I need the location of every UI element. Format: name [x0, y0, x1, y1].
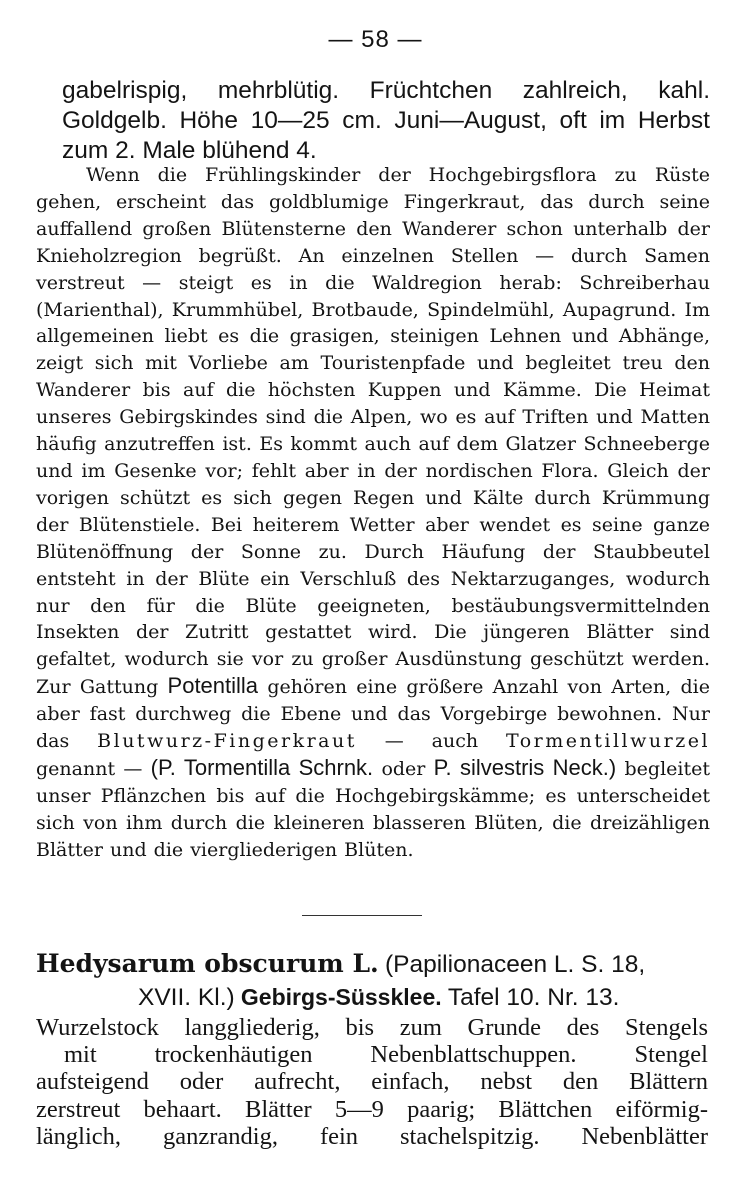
species-name: Hedysarum obscurum L. [36, 949, 379, 978]
intro-paragraph: gabelrispig, mehrblütig. Früchtchen zahlreich, kahl. Goldgelb. Höhe 10—25 cm. Juni—August, oft im Herbst zum 2. Male blühend 4. [62, 77, 710, 164]
body-text-part: Wenn die Frühlingskinder der Hochgebirgsflora zu Rüste gehen, erscheint das goldblumige Fingerkraut, das durch seine auffallend großen Blütensterne den Wanderer schon unterhalb der Knieholzregion begrüßt. An einzelnen Stellen — durch Samen verstreut — steigt es in die Waldregion herab: Schreiberhau (Marienthal), Krummhübel, Brotbaude, Spindelmühl, Aupagrund. Im allgemeinen liebt es die grasigen, steinigen Lehnen und Abhänge, zeigt sich mit Vorliebe am Touristenpfade und begleitet treu den Wanderer bis auf die höchsten Kuppen und Kämme. Die Heimat unseres Gebirgskindes sind die Alpen, wo es auf Triften und Matten häufig anzutreffen ist. Es kommt auch auf dem Glatzer Schneeberge und im Gesenke vor; fehlt aber in der nordischen Flora. Gleich der vorigen schützt es sich gegen Regen und Kälte durch Krümmung der Blütenstiele. Bei heiterem Wetter aber wendet es seine ganze Blütenöffnung der Sonne zu. Durch Häufung der Staubbeutel entsteht in der Blüte ein Verschluß des Nektarzuganges, wodurch nur den für die Blüte geeigneten, bestäubungsvermittelnden Insekten der Zutritt gestattet wird. Die jüngeren Blätter sind gefaltet, wodurch sie vor zu großer Ausdünstung geschützt werden. Zur Gattung [36, 164, 710, 699]
body-paragraph [36, 162, 710, 864]
section-divider [302, 915, 422, 916]
body-text-part: gehören eine größere Anzahl von Arten, die aber fast durchweg die Ebene und das Vorgebirge bewohnen. Nur das [36, 676, 710, 753]
body-text-part: oder [381, 757, 426, 780]
species-family: (Papilionaceen L. S. 18, [384, 951, 646, 978]
species-heading [36, 948, 710, 1014]
body-text-part: genannt — [36, 757, 143, 780]
species-heading-line2 [36, 981, 710, 1014]
description-line: mit trockenhäutigen Nebenblattschuppen. Stengel [64, 1041, 708, 1069]
body-text-part: — auch [384, 730, 479, 753]
species-description [36, 1014, 708, 1150]
latin-name-2: P. silvestris Neck.) [433, 754, 617, 780]
species-class: XVII. Kl.) [138, 984, 235, 1011]
latin-name: (P. Tormentilla Schrnk. [150, 754, 374, 780]
description-line: zerstreut behaart. Blätter 5—9 paarig; Blättchen eiförmig- [36, 1095, 708, 1123]
species-plate: Tafel 10. Nr. 13. [447, 984, 620, 1011]
genus-name: Potentilla [167, 673, 259, 699]
common-name-tormentill: Tormentillwurzel [506, 730, 711, 753]
species-heading-line1 [36, 948, 710, 981]
species-common-name: Gebirgs-Süssklee. [240, 984, 442, 1010]
common-name-blutwurz: Blutwurz-Fingerkraut [97, 730, 357, 753]
description-line: aufsteigend oder aufrecht, einfach, nebst den Blättern [36, 1068, 708, 1096]
description-line: Wurzelstock langgliederig, bis zum Grunde des Stengels [36, 1014, 708, 1041]
body-text-part: begleitet unser Pflänzchen bis auf die Hochgebirgskämme; es unterscheidet sich von ihm durch die kleineren blasseren Blüten, die dreizähligen Blätter und die viergliederigen Blüten. [36, 757, 710, 861]
page-number: — 58 — [328, 26, 423, 53]
description-line: länglich, ganzrandig, fein stachelspitzig. Nebenblätter [36, 1122, 708, 1150]
